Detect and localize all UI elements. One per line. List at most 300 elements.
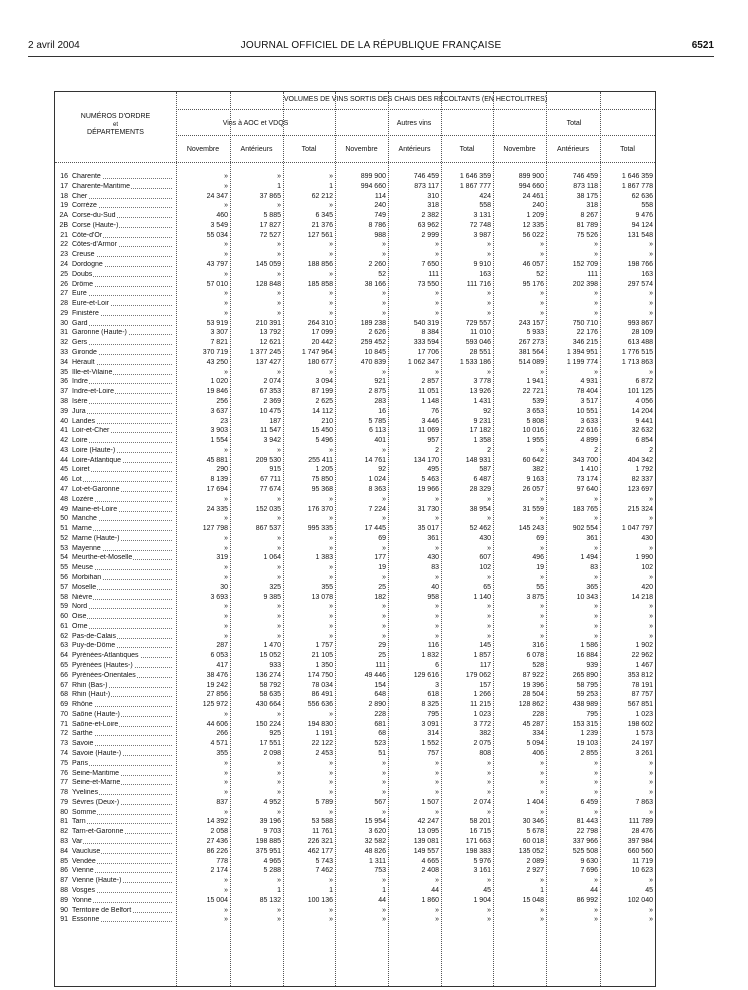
value-cell: 6 459 bbox=[580, 798, 598, 806]
dept-code: 22 bbox=[60, 241, 68, 249]
value-cell: » bbox=[594, 622, 598, 630]
value-cell: » bbox=[540, 241, 544, 249]
table-row bbox=[55, 750, 655, 758]
value-cell: 10 475 bbox=[259, 407, 281, 415]
value-cell: 149 557 bbox=[413, 847, 439, 855]
value-cell: » bbox=[649, 808, 653, 816]
table-row bbox=[55, 799, 655, 807]
value-cell: 67 711 bbox=[260, 476, 281, 484]
value-cell: 361 bbox=[586, 534, 598, 542]
dept-code: 72 bbox=[60, 730, 68, 738]
dept-code: 88 bbox=[60, 886, 68, 894]
value-cell: 2 625 bbox=[315, 397, 333, 405]
value-cell: 424 bbox=[479, 192, 491, 200]
value-cell: 11 761 bbox=[312, 828, 333, 836]
value-cell: » bbox=[224, 515, 228, 523]
value-cell: 1 064 bbox=[263, 554, 281, 562]
dept-code: 86 bbox=[60, 867, 68, 875]
value-cell: 1 266 bbox=[473, 691, 491, 699]
value-cell: 2 bbox=[435, 446, 439, 454]
value-cell: 1 941 bbox=[526, 378, 544, 386]
value-cell: 264 310 bbox=[307, 319, 333, 327]
value-cell: 243 157 bbox=[518, 319, 544, 327]
table-row bbox=[55, 251, 655, 259]
value-cell: 495 bbox=[427, 466, 439, 474]
value-cell: 76 bbox=[431, 407, 439, 415]
value-cell: » bbox=[487, 290, 491, 298]
value-cell: » bbox=[224, 241, 228, 249]
dept-name: Pyrénées-Atlantiques bbox=[72, 652, 139, 660]
dept-name: Indre-et-Loire bbox=[72, 388, 115, 396]
value-cell: » bbox=[329, 202, 333, 210]
leader-dots bbox=[72, 823, 172, 824]
value-cell: 3 131 bbox=[473, 212, 491, 220]
value-cell: » bbox=[382, 769, 386, 777]
table-row bbox=[55, 867, 655, 875]
value-cell: » bbox=[487, 906, 491, 914]
dept-name-cell bbox=[72, 682, 172, 690]
value-cell: 38 954 bbox=[469, 505, 491, 513]
subcol-header: Novembre bbox=[345, 146, 378, 153]
dept-name-cell bbox=[72, 887, 172, 895]
value-cell: 22 176 bbox=[576, 329, 598, 337]
value-cell: 53 588 bbox=[311, 818, 333, 826]
value-cell: 6 078 bbox=[526, 652, 544, 660]
value-cell: 1 047 797 bbox=[621, 525, 653, 533]
value-cell: 556 636 bbox=[307, 701, 333, 709]
table-row bbox=[55, 310, 655, 318]
table-row bbox=[55, 212, 655, 220]
value-cell: 13 926 bbox=[469, 388, 491, 396]
value-cell: 921 bbox=[374, 378, 386, 386]
value-cell: 31 559 bbox=[522, 505, 544, 513]
value-cell: 6 053 bbox=[210, 652, 228, 660]
value-cell: » bbox=[594, 916, 598, 924]
value-cell: » bbox=[382, 622, 386, 630]
value-cell: 11 215 bbox=[470, 701, 491, 709]
page-header bbox=[28, 40, 714, 54]
value-cell: 995 335 bbox=[307, 525, 333, 533]
value-cell: » bbox=[224, 769, 228, 777]
dept-name-cell bbox=[72, 281, 172, 289]
dept-code: 32 bbox=[60, 339, 68, 347]
dept-code: 54 bbox=[60, 554, 68, 562]
header-rule-groups bbox=[176, 135, 655, 136]
value-cell: » bbox=[277, 759, 281, 767]
value-cell: 188 856 bbox=[307, 261, 333, 269]
value-cell: 14 761 bbox=[364, 456, 386, 464]
table-row bbox=[55, 515, 655, 523]
value-cell: 1 023 bbox=[635, 710, 653, 718]
dept-name: Var bbox=[72, 838, 83, 846]
value-cell: 1 394 951 bbox=[566, 349, 598, 357]
value-cell: » bbox=[487, 779, 491, 787]
table-row bbox=[55, 730, 655, 738]
dept-name: Lot bbox=[72, 476, 82, 484]
value-cell: 145 243 bbox=[518, 525, 544, 533]
table-row bbox=[55, 447, 655, 455]
value-cell: 470 839 bbox=[360, 358, 386, 366]
value-cell: » bbox=[277, 534, 281, 542]
value-cell: » bbox=[224, 300, 228, 308]
value-cell: 53 919 bbox=[206, 319, 228, 327]
value-cell: 9 703 bbox=[263, 828, 281, 836]
dept-code: 59 bbox=[60, 603, 68, 611]
value-cell: 430 bbox=[427, 554, 439, 562]
dept-code: 87 bbox=[60, 877, 68, 885]
value-cell: » bbox=[382, 779, 386, 787]
value-cell: 957 bbox=[427, 437, 439, 445]
table-row bbox=[55, 329, 655, 337]
value-cell: 128 862 bbox=[518, 701, 544, 709]
dept-name-cell bbox=[72, 554, 172, 562]
value-cell: 28 476 bbox=[631, 828, 653, 836]
value-cell: 1 239 bbox=[580, 730, 598, 738]
value-cell: 3 091 bbox=[421, 720, 439, 728]
value-cell: 65 bbox=[483, 583, 491, 591]
value-cell: 10 845 bbox=[364, 349, 386, 357]
value-cell: 593 046 bbox=[465, 339, 491, 347]
value-cell: » bbox=[329, 613, 333, 621]
value-cell: 39 196 bbox=[259, 818, 281, 826]
table-row bbox=[55, 789, 655, 797]
value-cell: 135 052 bbox=[518, 847, 544, 855]
value-cell: 45 bbox=[645, 886, 653, 894]
value-cell: 1 bbox=[277, 886, 281, 894]
table-row bbox=[55, 779, 655, 787]
value-cell: » bbox=[224, 906, 228, 914]
dept-code: 36 bbox=[60, 378, 68, 386]
value-cell: 1 bbox=[540, 886, 544, 894]
table-row bbox=[55, 525, 655, 533]
value-cell: 1 533 186 bbox=[459, 358, 491, 366]
value-cell: » bbox=[224, 613, 228, 621]
table-row bbox=[55, 916, 655, 924]
value-cell: 87 757 bbox=[631, 691, 653, 699]
dept-code: 47 bbox=[60, 485, 68, 493]
value-cell: » bbox=[540, 916, 544, 924]
value-cell: » bbox=[329, 564, 333, 572]
table-row bbox=[55, 613, 655, 621]
table-row bbox=[55, 838, 655, 846]
value-cell: » bbox=[594, 573, 598, 581]
leader-dots bbox=[72, 843, 172, 844]
value-cell: 283 bbox=[374, 397, 386, 405]
value-cell: » bbox=[329, 779, 333, 787]
dept-name: Jura bbox=[72, 407, 86, 415]
table-row bbox=[55, 476, 655, 484]
value-cell: 1 646 359 bbox=[459, 173, 491, 180]
journal-title: JOURNAL OFFICIEL DE LA RÉPUBLIQUE FRANÇAISE bbox=[240, 40, 502, 51]
dept-code: 43 bbox=[60, 446, 68, 454]
value-cell: 3 875 bbox=[526, 593, 544, 601]
value-cell: 2 bbox=[487, 446, 491, 454]
value-cell: 97 640 bbox=[576, 485, 598, 493]
value-cell: » bbox=[594, 769, 598, 777]
value-cell: 1 024 bbox=[368, 476, 386, 484]
value-cell: » bbox=[649, 300, 653, 308]
value-cell: » bbox=[649, 251, 653, 259]
value-cell: 111 716 bbox=[466, 280, 491, 288]
dept-name: Mayenne bbox=[72, 544, 101, 552]
value-cell: 72 748 bbox=[469, 221, 491, 229]
value-cell: 795 bbox=[427, 710, 439, 718]
value-cell: » bbox=[594, 759, 598, 767]
value-cell: 3 620 bbox=[368, 828, 386, 836]
dept-code: 23 bbox=[60, 251, 68, 259]
value-cell: » bbox=[435, 495, 439, 503]
value-cell: » bbox=[329, 632, 333, 640]
value-cell: » bbox=[594, 779, 598, 787]
dept-code: 73 bbox=[60, 740, 68, 748]
value-cell: » bbox=[487, 309, 491, 317]
value-cell: » bbox=[277, 906, 281, 914]
value-cell: 83 bbox=[590, 564, 598, 572]
dept-code: 33 bbox=[60, 349, 68, 357]
table-row bbox=[55, 711, 655, 719]
value-cell: 117 bbox=[479, 662, 491, 669]
value-cell: 30 346 bbox=[522, 818, 544, 826]
value-cell: » bbox=[277, 564, 281, 572]
dept-code: 16 bbox=[60, 173, 68, 180]
value-cell: 1 757 bbox=[315, 642, 333, 650]
value-cell: » bbox=[382, 544, 386, 552]
value-cell: 19 242 bbox=[206, 681, 228, 689]
dept-name: Vaucluse bbox=[72, 847, 101, 855]
value-cell: » bbox=[649, 916, 653, 924]
table-row bbox=[55, 241, 655, 249]
value-cell: » bbox=[329, 759, 333, 767]
value-cell: 136 274 bbox=[255, 671, 281, 679]
value-cell: » bbox=[435, 515, 439, 523]
dept-code: 60 bbox=[60, 613, 68, 621]
dept-name: Nord bbox=[72, 603, 88, 611]
value-cell: » bbox=[649, 368, 653, 376]
value-cell: » bbox=[382, 632, 386, 640]
value-cell: » bbox=[329, 515, 333, 523]
value-cell: » bbox=[224, 632, 228, 640]
dept-code: 21 bbox=[60, 231, 68, 239]
dept-code: 37 bbox=[60, 388, 68, 396]
value-cell: 255 411 bbox=[308, 456, 333, 464]
dept-name: Hérault bbox=[72, 358, 95, 366]
value-cell: 382 bbox=[479, 730, 491, 738]
value-cell: » bbox=[382, 368, 386, 376]
dept-name-cell bbox=[72, 701, 172, 709]
value-cell: » bbox=[649, 779, 653, 787]
dept-name: Côte-d'Or bbox=[72, 231, 103, 239]
value-cell: 1 867 778 bbox=[621, 182, 653, 190]
dept-name-cell bbox=[72, 897, 172, 905]
value-cell: » bbox=[224, 603, 228, 611]
value-cell: 43 797 bbox=[206, 261, 228, 269]
value-cell: 198 885 bbox=[255, 838, 281, 846]
value-cell: 55 bbox=[536, 583, 544, 591]
value-cell: » bbox=[382, 495, 386, 503]
value-cell: 567 851 bbox=[627, 701, 653, 709]
dept-name-cell bbox=[72, 202, 172, 210]
value-cell: 753 bbox=[374, 867, 386, 875]
table-row bbox=[55, 554, 655, 562]
value-cell: 3 261 bbox=[635, 750, 653, 758]
value-cell: » bbox=[224, 368, 228, 376]
value-cell: 24 461 bbox=[522, 192, 544, 200]
dept-name: Essonne bbox=[72, 916, 100, 924]
value-cell: 75 526 bbox=[576, 231, 598, 239]
value-cell: 902 554 bbox=[572, 525, 598, 533]
dept-name-cell bbox=[72, 574, 172, 582]
value-cell: » bbox=[540, 779, 544, 787]
value-cell: 16 715 bbox=[469, 828, 491, 836]
value-cell: 202 398 bbox=[572, 280, 598, 288]
value-cell: » bbox=[487, 916, 491, 924]
value-cell: » bbox=[382, 251, 386, 259]
value-cell: 26 057 bbox=[522, 485, 544, 493]
value-cell: 45 bbox=[483, 886, 491, 894]
dept-code: 64 bbox=[60, 652, 68, 660]
publication-date: 2 avril 2004 bbox=[28, 40, 80, 51]
dept-name-cell bbox=[72, 858, 172, 866]
wine-volumes-table bbox=[54, 91, 656, 987]
value-cell: » bbox=[594, 515, 598, 523]
subcol-header: Total bbox=[459, 146, 475, 153]
table-row bbox=[55, 290, 655, 298]
value-cell: 77 674 bbox=[259, 485, 281, 493]
value-cell: 757 bbox=[427, 750, 439, 758]
value-cell: 1 554 bbox=[210, 437, 228, 445]
value-cell: 540 319 bbox=[413, 319, 439, 327]
table-row bbox=[55, 858, 655, 866]
value-cell: 28 109 bbox=[631, 329, 653, 337]
value-cell: 9 385 bbox=[263, 593, 281, 601]
value-cell: » bbox=[487, 495, 491, 503]
value-cell: » bbox=[594, 544, 598, 552]
value-cell: 22 962 bbox=[631, 652, 653, 660]
table-row bbox=[55, 682, 655, 690]
value-cell: 17 827 bbox=[259, 221, 281, 229]
value-cell: » bbox=[435, 779, 439, 787]
value-cell: 12 621 bbox=[259, 339, 281, 347]
value-cell: » bbox=[487, 759, 491, 767]
dept-code: 2B bbox=[59, 221, 68, 229]
dept-name-cell bbox=[72, 339, 172, 347]
table-row bbox=[55, 594, 655, 602]
value-cell: 127 798 bbox=[202, 525, 228, 533]
value-cell: » bbox=[540, 515, 544, 523]
value-cell: 3 637 bbox=[210, 407, 228, 415]
table-row bbox=[55, 721, 655, 729]
value-cell: » bbox=[224, 808, 228, 816]
value-cell: 3 903 bbox=[210, 427, 228, 435]
value-cell: 1 747 964 bbox=[301, 349, 333, 357]
value-cell: 129 616 bbox=[413, 671, 439, 679]
value-cell: 4 952 bbox=[263, 798, 281, 806]
dept-name: Creuse bbox=[72, 251, 95, 259]
value-cell: » bbox=[329, 877, 333, 885]
dept-name: Yvelines bbox=[72, 789, 99, 797]
dept-name: Rhin (Bas-) bbox=[72, 681, 108, 689]
dept-name-cell bbox=[72, 212, 172, 220]
value-cell: » bbox=[594, 603, 598, 611]
dept-name-cell bbox=[72, 730, 172, 738]
value-cell: 68 bbox=[378, 730, 386, 738]
dept-name-cell bbox=[72, 838, 172, 846]
value-cell: » bbox=[487, 622, 491, 630]
value-cell: 19 bbox=[378, 564, 386, 572]
value-cell: 648 bbox=[374, 691, 386, 699]
table-row bbox=[55, 574, 655, 582]
value-cell: » bbox=[540, 300, 544, 308]
value-cell: 1 062 347 bbox=[407, 358, 439, 366]
value-cell: » bbox=[329, 251, 333, 259]
value-cell: 7 650 bbox=[421, 261, 439, 269]
value-cell: » bbox=[594, 309, 598, 317]
value-cell: 587 bbox=[479, 466, 491, 474]
value-cell: 2 098 bbox=[263, 750, 281, 758]
dept-name-cell bbox=[72, 427, 172, 435]
value-cell: » bbox=[277, 769, 281, 777]
dept-name: Yonne bbox=[72, 896, 92, 904]
value-cell: » bbox=[382, 515, 386, 523]
table-row bbox=[55, 818, 655, 826]
dept-name: Gers bbox=[72, 339, 88, 347]
value-cell: » bbox=[649, 290, 653, 298]
value-cell: » bbox=[540, 632, 544, 640]
value-cell: 69 bbox=[378, 534, 386, 542]
table-row bbox=[55, 202, 655, 210]
value-cell: 729 557 bbox=[465, 319, 491, 327]
value-cell: 430 bbox=[479, 534, 491, 542]
dept-code: 85 bbox=[60, 857, 68, 865]
value-cell: 137 427 bbox=[255, 358, 281, 366]
value-cell: » bbox=[435, 300, 439, 308]
value-cell: » bbox=[382, 877, 386, 885]
value-cell: » bbox=[277, 290, 281, 298]
value-cell: » bbox=[594, 808, 598, 816]
dept-name: Nièvre bbox=[72, 593, 93, 601]
value-cell: 24 347 bbox=[206, 192, 228, 200]
value-cell: 370 719 bbox=[202, 349, 228, 357]
dept-code: 35 bbox=[60, 368, 68, 376]
value-cell: 287 bbox=[216, 642, 228, 650]
value-cell: » bbox=[594, 368, 598, 376]
value-cell: 22 721 bbox=[522, 388, 544, 396]
dept-name: Puy-de-Dôme bbox=[72, 642, 116, 650]
dept-name-cell bbox=[72, 173, 172, 181]
value-cell: 1 205 bbox=[315, 466, 333, 474]
dept-name: Oise bbox=[72, 613, 87, 621]
value-cell: 3 942 bbox=[263, 437, 281, 445]
value-cell: » bbox=[435, 622, 439, 630]
value-cell: » bbox=[540, 251, 544, 259]
value-cell: 837 bbox=[216, 798, 228, 806]
value-cell: 355 bbox=[216, 750, 228, 758]
value-cell: 7 863 bbox=[635, 798, 653, 806]
dept-code: 83 bbox=[60, 838, 68, 846]
dept-name: Drôme bbox=[72, 280, 94, 288]
value-cell: » bbox=[382, 906, 386, 914]
value-cell: » bbox=[382, 241, 386, 249]
value-cell: » bbox=[540, 808, 544, 816]
value-cell: » bbox=[487, 789, 491, 797]
dept-name: Isère bbox=[72, 397, 88, 405]
value-cell: 7 462 bbox=[315, 867, 333, 875]
value-cell: » bbox=[224, 789, 228, 797]
dept-name-cell bbox=[72, 799, 172, 807]
value-cell: » bbox=[487, 808, 491, 816]
value-cell: 318 bbox=[427, 202, 439, 210]
value-cell: 21 376 bbox=[311, 221, 333, 229]
